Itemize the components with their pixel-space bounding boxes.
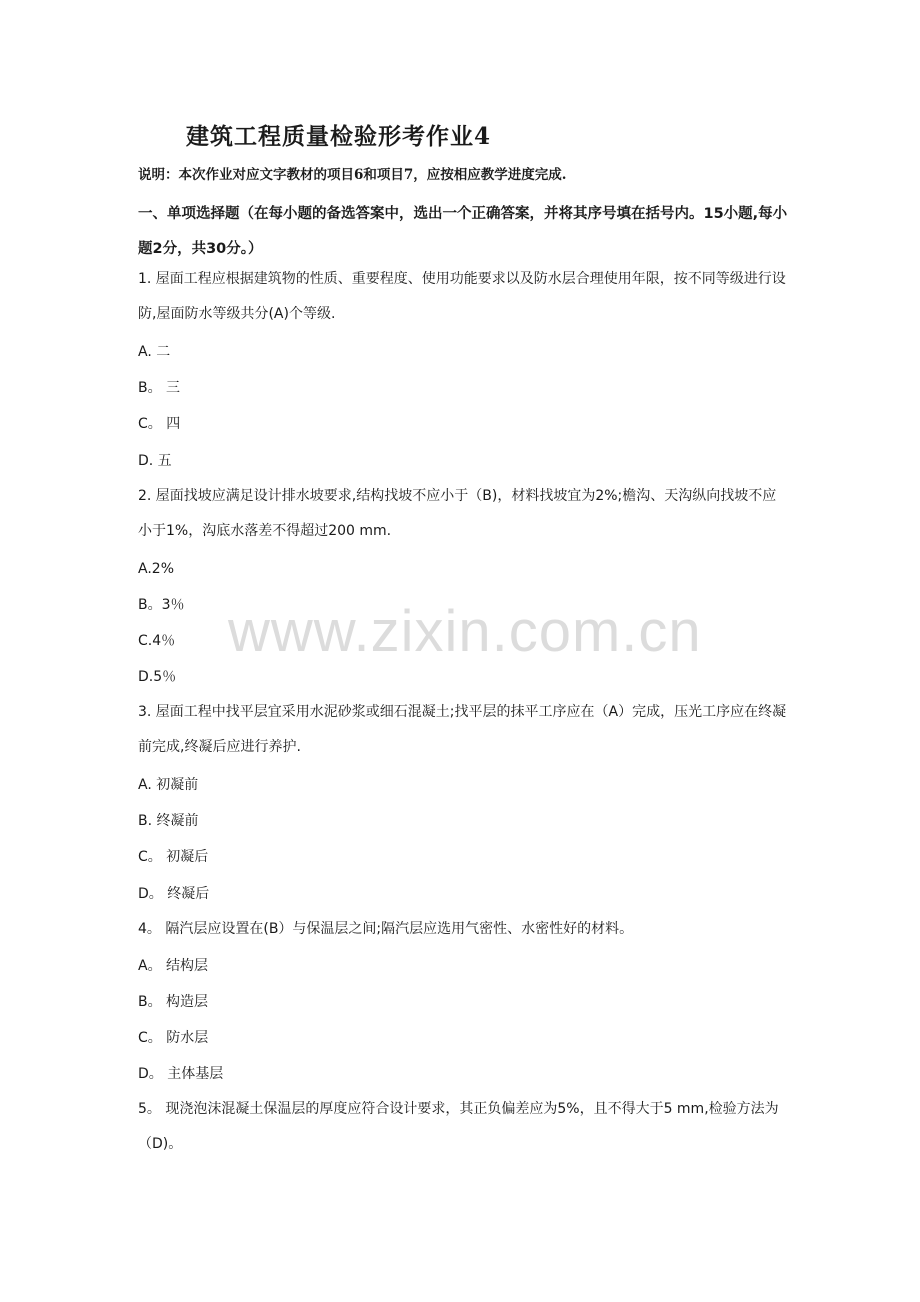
question-2-option-d: D.5％	[138, 669, 177, 685]
question-3-option-b: B. 终凝前	[138, 813, 199, 829]
question-3-option-c: C。 初凝后	[138, 849, 209, 865]
question-1: 1. 屋面工程应根据建筑物的性质、重要程度、使用功能要求以及防水层合理使用年限，按不同等级进行设防,屋面防水等级共分(A)个等级.	[138, 271, 786, 322]
question-3-option-d: D。 终凝后	[138, 886, 210, 902]
document-note: 说明：本次作业对应文字教材的项目6和项目7，应按相应教学进度完成.	[138, 167, 567, 183]
question-4: 4。 隔汽层应设置在(B）与保温层之间;隔汽层应选用气密性、水密性好的材料。	[138, 921, 634, 937]
watermark: www.zixin.com.cn	[228, 599, 702, 664]
question-1-option-c: C。 四	[138, 416, 181, 432]
question-4-option-c: C。 防水层	[138, 1030, 209, 1046]
question-3: 3. 屋面工程中找平层宜采用水泥砂浆或细石混凝土;找平层的抹平工序应在（A）完成，压光工序应在终凝前完成,终凝后应进行养护.	[138, 704, 787, 755]
question-2-option-b: B。3％	[138, 597, 185, 613]
question-2: 2. 屋面找坡应满足设计排水坡要求,结构找坡不应小于（B)，材料找坡宜为2%;檐沟、天沟纵向找坡不应小于1%，沟底水落差不得超过200 mm.	[138, 488, 777, 539]
question-1-option-d: D. 五	[138, 453, 172, 469]
question-1-option-a: A. 二	[138, 344, 171, 360]
question-5: 5。 现浇泡沫混凝土保温层的厚度应符合设计要求，其正负偏差应为5%，且不得大于5 mm,检验方法为（D)。	[138, 1101, 779, 1152]
question-3-option-a: A. 初凝前	[138, 777, 199, 793]
document-title: 建筑工程质量检验形考作业4	[186, 123, 492, 150]
question-1-option-b: B。 三	[138, 380, 181, 396]
question-2-option-c: C.4％	[138, 633, 176, 649]
section-heading: 一、单项选择题（在每小题的备选答案中，选出一个正确答案，并将其序号填在括号内。15小题,每小题2分，共30分。）	[138, 206, 788, 257]
question-4-option-d: D。 主体基层	[138, 1066, 224, 1082]
question-2-option-a: A.2%	[138, 561, 174, 577]
question-4-option-b: B。 构造层	[138, 994, 209, 1010]
question-4-option-a: A。 结构层	[138, 958, 209, 974]
